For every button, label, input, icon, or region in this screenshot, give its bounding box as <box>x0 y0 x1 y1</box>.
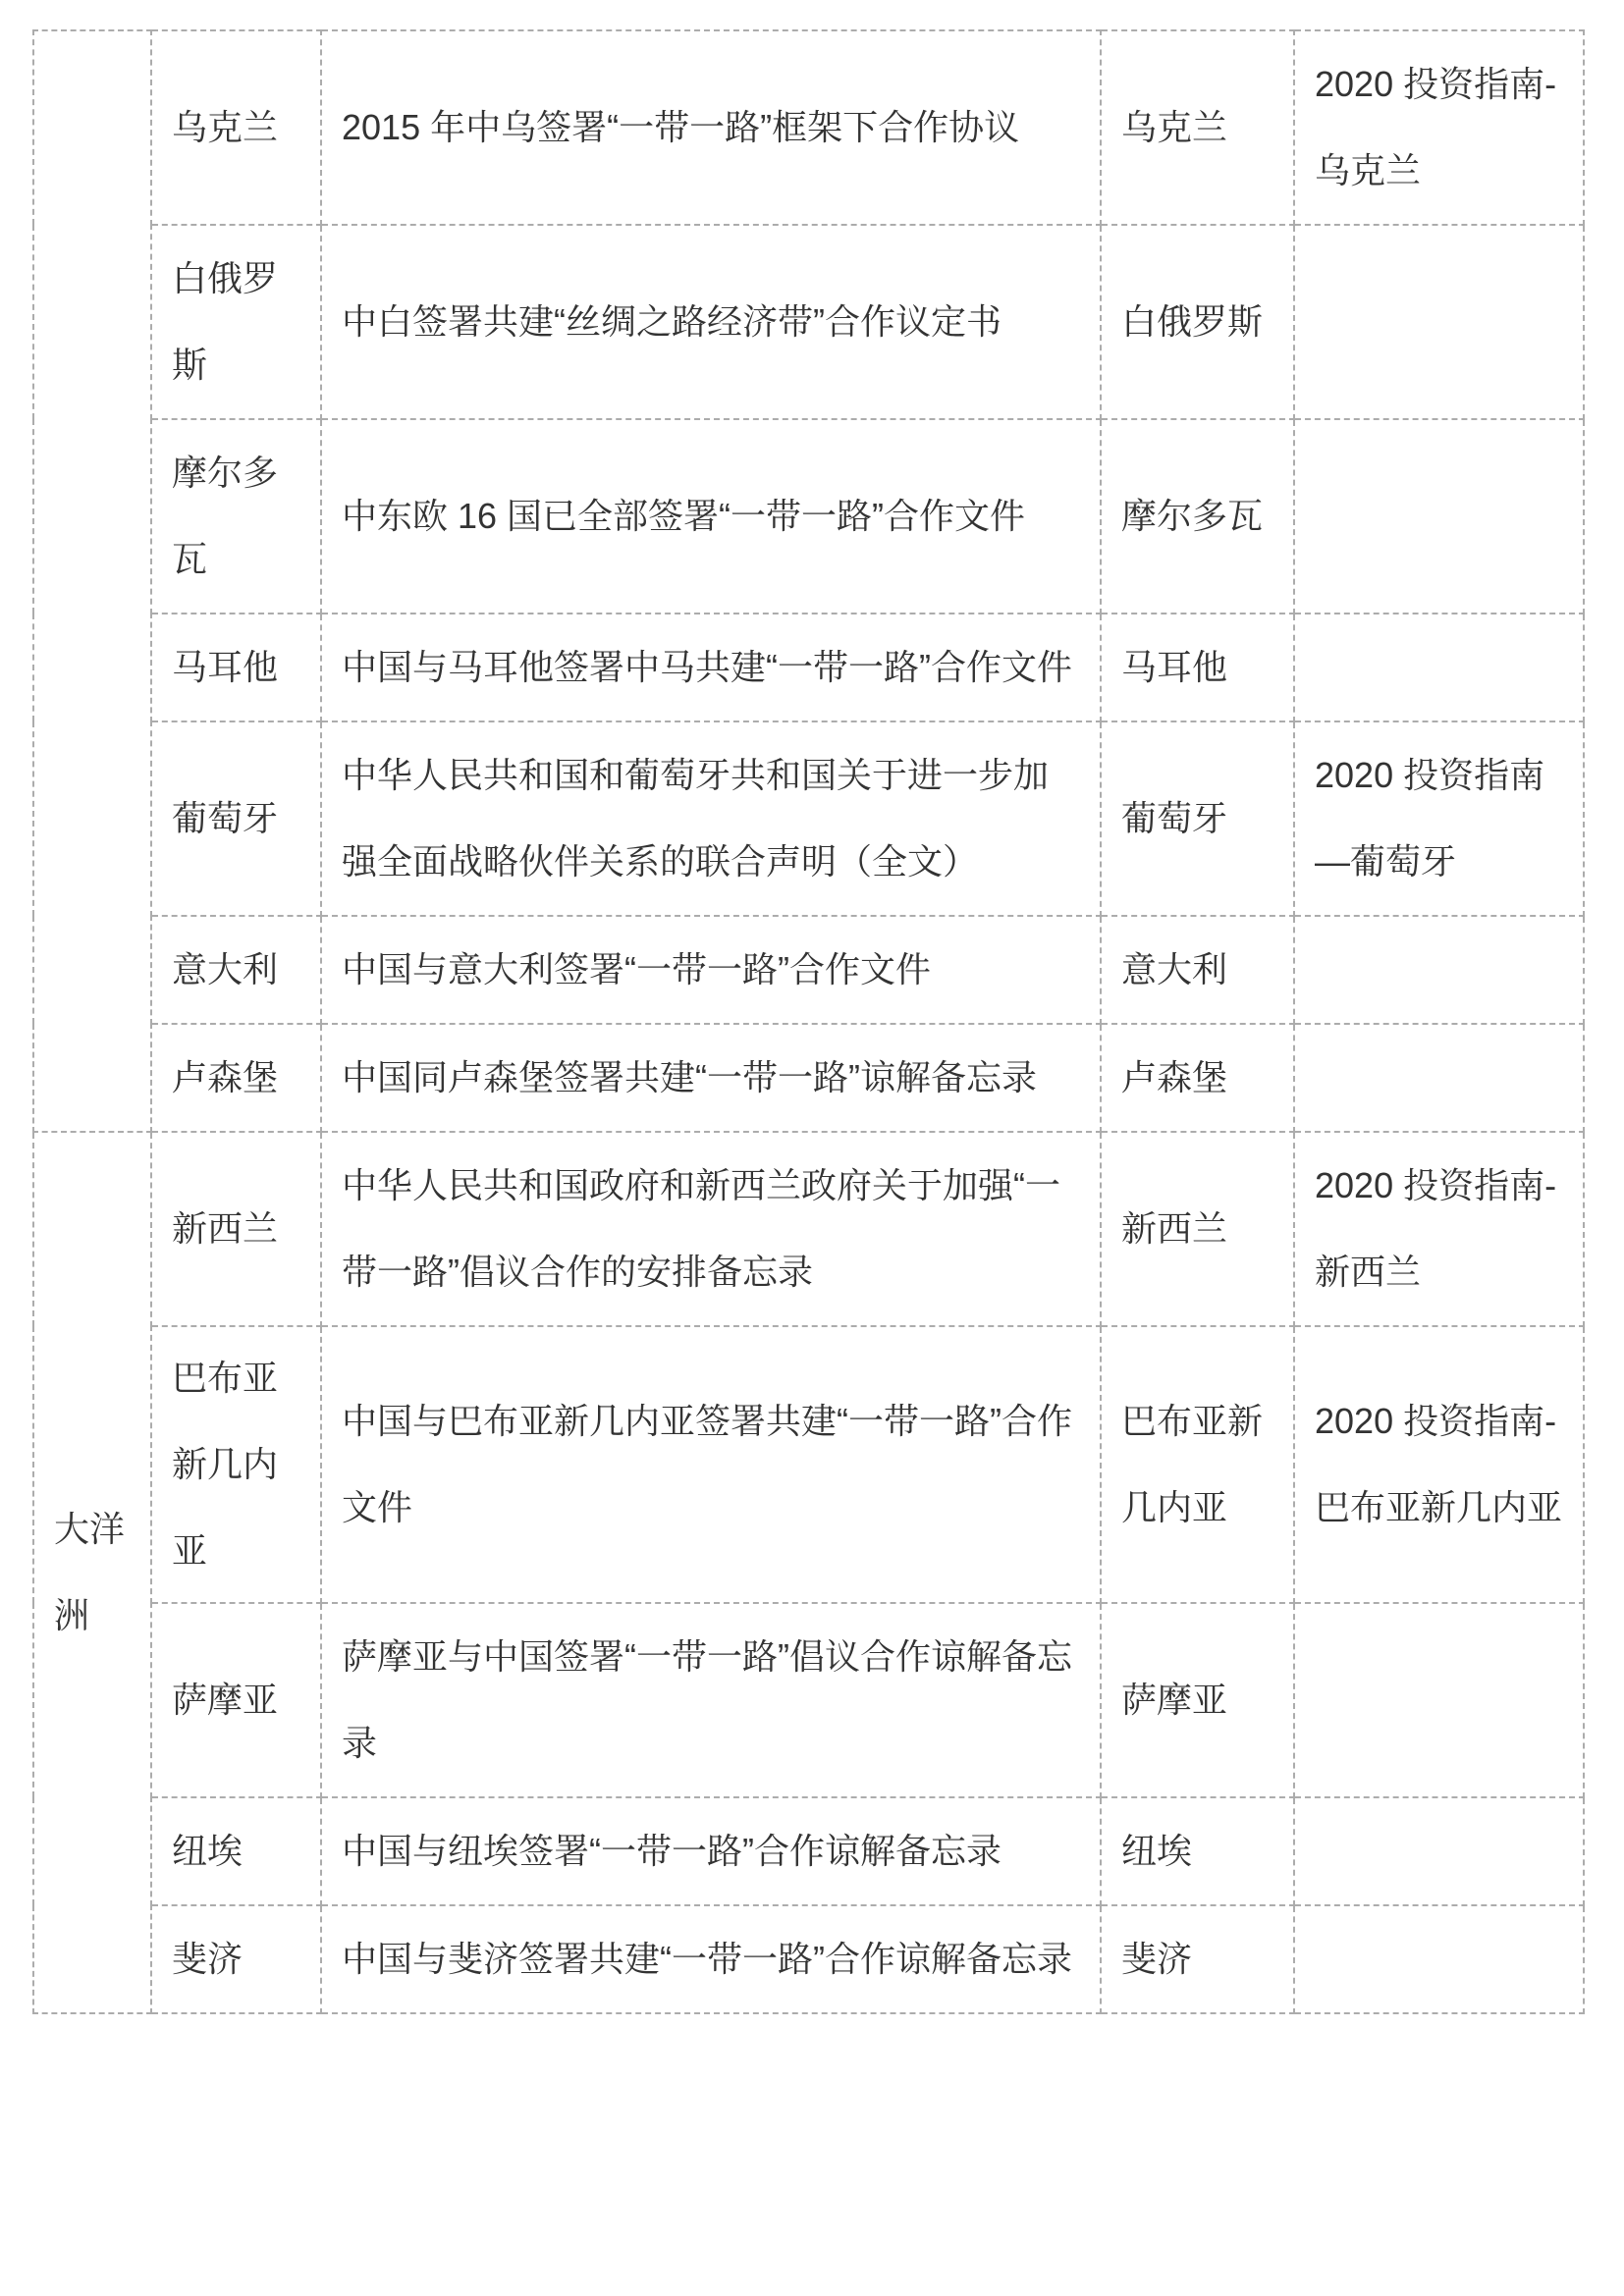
country-repeat-cell: 巴布亚新几内亚 <box>1101 1326 1294 1603</box>
country-cell: 斐济 <box>151 1905 321 2013</box>
country-repeat-cell: 斐济 <box>1101 1905 1294 2013</box>
table-row <box>33 916 1584 1024</box>
guide-cell <box>1294 1024 1584 1132</box>
guide-cell: 2020 投资指南—葡萄牙 <box>1294 721 1584 916</box>
country-cell: 卢森堡 <box>151 1024 321 1132</box>
agreement-cell: 中国与意大利签署“一带一路”合作文件 <box>321 916 1101 1024</box>
guide-cell: 2020 投资指南-巴布亚新几内亚 <box>1294 1326 1584 1603</box>
guide-cell <box>1294 1905 1584 2013</box>
agreement-cell: 中国与巴布亚新几内亚签署共建“一带一路”合作文件 <box>321 1326 1101 1603</box>
country-repeat-cell: 白俄罗斯 <box>1101 225 1294 419</box>
table-row <box>33 225 1584 419</box>
table-row <box>33 1326 1584 1603</box>
country-cell: 摩尔多瓦 <box>151 419 321 614</box>
table-row <box>33 1132 1584 1326</box>
country-cell: 巴布亚新几内亚 <box>151 1326 321 1603</box>
guide-cell <box>1294 1603 1584 1797</box>
country-repeat-cell: 萨摩亚 <box>1101 1603 1294 1797</box>
country-cell: 马耳他 <box>151 614 321 721</box>
table-row <box>33 30 1584 225</box>
country-repeat-cell: 纽埃 <box>1101 1797 1294 1905</box>
country-cell: 萨摩亚 <box>151 1603 321 1797</box>
country-repeat-cell: 马耳他 <box>1101 614 1294 721</box>
agreement-cell: 中华人民共和国和葡萄牙共和国关于进一步加强全面战略伙伴关系的联合声明（全文） <box>321 721 1101 916</box>
agreement-cell: 中国同卢森堡签署共建“一带一路”谅解备忘录 <box>321 1024 1101 1132</box>
table-row <box>33 614 1584 721</box>
table-row <box>33 1603 1584 1797</box>
country-repeat-cell: 葡萄牙 <box>1101 721 1294 916</box>
country-repeat-cell: 卢森堡 <box>1101 1024 1294 1132</box>
table-row <box>33 1024 1584 1132</box>
table-row <box>33 1905 1584 2013</box>
agreement-cell: 2015 年中乌签署“一带一路”框架下合作协议 <box>321 30 1101 225</box>
agreement-cell: 中国与斐济签署共建“一带一路”合作谅解备忘录 <box>321 1905 1101 2013</box>
country-repeat-cell: 意大利 <box>1101 916 1294 1024</box>
table-body <box>33 30 1584 2013</box>
country-repeat-cell: 摩尔多瓦 <box>1101 419 1294 614</box>
agreement-cell: 中白签署共建“丝绸之路经济带”合作议定书 <box>321 225 1101 419</box>
country-cell: 乌克兰 <box>151 30 321 225</box>
country-repeat-cell: 新西兰 <box>1101 1132 1294 1326</box>
region-cell <box>33 30 151 1132</box>
agreement-cell: 萨摩亚与中国签署“一带一路”倡议合作谅解备忘录 <box>321 1603 1101 1797</box>
country-cell: 纽埃 <box>151 1797 321 1905</box>
agreement-cell: 中国与纽埃签署“一带一路”合作谅解备忘录 <box>321 1797 1101 1905</box>
guide-cell <box>1294 225 1584 419</box>
cooperation-agreements-table <box>32 29 1585 2014</box>
guide-cell: 2020 投资指南-新西兰 <box>1294 1132 1584 1326</box>
table-row <box>33 1797 1584 1905</box>
country-repeat-cell: 乌克兰 <box>1101 30 1294 225</box>
agreement-cell: 中国与马耳他签署中马共建“一带一路”合作文件 <box>321 614 1101 721</box>
table-row <box>33 721 1584 916</box>
region-cell: 大洋洲 <box>33 1132 151 2013</box>
guide-cell <box>1294 614 1584 721</box>
country-cell: 葡萄牙 <box>151 721 321 916</box>
country-cell: 白俄罗斯 <box>151 225 321 419</box>
agreement-cell: 中华人民共和国政府和新西兰政府关于加强“一带一路”倡议合作的安排备忘录 <box>321 1132 1101 1326</box>
table-row <box>33 419 1584 614</box>
guide-cell <box>1294 1797 1584 1905</box>
country-cell: 意大利 <box>151 916 321 1024</box>
agreement-cell: 中东欧 16 国已全部签署“一带一路”合作文件 <box>321 419 1101 614</box>
country-cell: 新西兰 <box>151 1132 321 1326</box>
guide-cell: 2020 投资指南-乌克兰 <box>1294 30 1584 225</box>
guide-cell <box>1294 419 1584 614</box>
guide-cell <box>1294 916 1584 1024</box>
